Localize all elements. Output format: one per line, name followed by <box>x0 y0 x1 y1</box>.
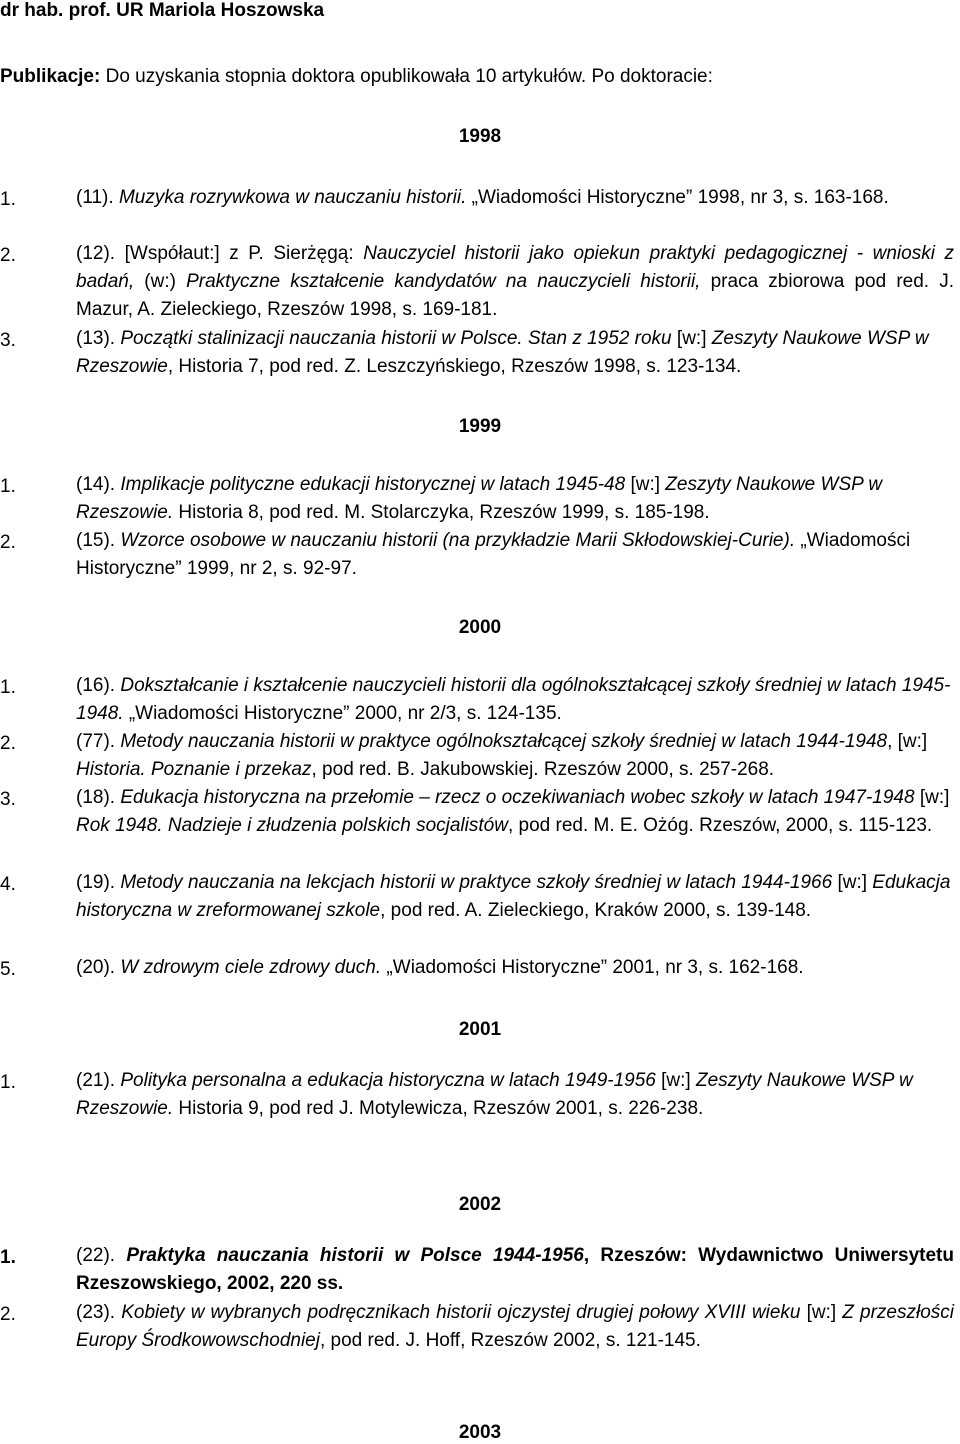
publication-entry <box>76 1242 954 1298</box>
in-marker: [w:] <box>914 787 950 808</box>
year-heading-2000: 2000 <box>458 617 502 638</box>
publication-entry <box>76 1299 954 1355</box>
item-number: 3. <box>0 789 16 810</box>
publication-volume: Historia. Poznanie i przekaz <box>76 759 312 780</box>
year-heading-2001: 2001 <box>458 1019 502 1040</box>
publication-volume: Rok 1948. Nadzieje i złudzenia polskich socjalistów <box>76 815 508 836</box>
item-number: 4. <box>0 874 16 895</box>
item-number: 5. <box>0 959 16 980</box>
item-number: 1. <box>0 189 16 210</box>
publication-entry <box>76 527 954 583</box>
publication-title: Początki stalinizacji nauczania historii w Polsce. Stan z 1952 roku <box>115 328 672 349</box>
publication-title: Dokształcanie i kształcenie nauczycieli historii dla ogólnokształcącej szkoły średniej w latach 1945-1948. <box>76 675 951 724</box>
item-number: 2. <box>0 532 16 553</box>
publication-title: W zdrowym ciele zdrowy duch. <box>115 957 382 978</box>
publication-entry <box>76 728 954 784</box>
in-marker: (w:) <box>134 271 187 292</box>
item-number: 1. <box>0 476 16 497</box>
item-number: 2. <box>0 245 16 266</box>
publication-title: Polityka personalna a edukacja historyczna w latach 1949-1956 <box>115 1070 656 1091</box>
ref-number: (18). <box>76 787 116 808</box>
publication-volume: Z przeszłości Europy Środkowowschodniej <box>76 1302 954 1351</box>
ref-number: (11). <box>76 187 114 208</box>
in-marker: [w:] <box>800 1302 843 1323</box>
ref-number: (12). <box>76 243 116 264</box>
item-number: 1. <box>0 1247 16 1268</box>
publication-title: Wzorce osobowe w nauczaniu historii (na przykładzie Marii Skłodowskiej-Curie). <box>115 530 796 551</box>
publication-title: Metody nauczania na lekcjach historii w praktyce szkoły średniej w latach 1944-1966 <box>115 872 833 893</box>
item-number: 2. <box>0 1304 16 1325</box>
ref-number: (13). <box>76 328 116 349</box>
publication-entry <box>76 240 954 324</box>
publication-source: , pod red. M. E. Ożóg. Rzeszów, 2000, s. 115-123. <box>507 815 933 836</box>
item-number: 3. <box>0 330 16 351</box>
publication-volume: Zeszyty Naukowe WSP w Rzeszowie. <box>76 474 883 523</box>
publication-entry <box>76 784 954 840</box>
publication-volume: Zeszyty Naukowe WSP w Rzeszowie. <box>76 1070 913 1119</box>
publications-intro <box>0 66 713 88</box>
ref-number: (14). <box>76 474 116 495</box>
publication-source: praca zbiorowa pod red. J. Mazur, A. Zieleckiego, Rzeszów 1998, s. 169-181. <box>76 271 955 320</box>
year-heading-2003: 2003 <box>458 1422 502 1443</box>
publication-volume: Zeszyty Naukowe WSP w Rzeszowie <box>76 328 929 377</box>
in-marker: [w:] <box>655 1070 696 1091</box>
publication-source: , pod red. A. Zieleckiego, Kraków 2000, s. 139-148. <box>380 900 812 921</box>
in-marker: [w:] <box>625 474 666 495</box>
publication-title: Implikacje polityczne edukacji historycznej w latach 1945-48 <box>115 474 626 495</box>
publication-source: , Historia 7, pod red. Z. Leszczyńskiego, Rzeszów 1998, s. 123-134. <box>167 356 742 377</box>
ref-number: (20). <box>76 957 116 978</box>
item-number: 2. <box>0 733 16 754</box>
publication-entry <box>76 325 954 381</box>
year-heading-2002: 2002 <box>458 1194 502 1215</box>
publication-source: , Rzeszów: Wydawnictwo Uniwersytetu Rzeszowskiego, 2002, 220 ss. <box>76 1245 954 1294</box>
year-heading-1998: 1998 <box>458 126 502 147</box>
publication-volume: Edukacja historyczna w zreformowanej szkole <box>76 872 951 921</box>
publications-text: Do uzyskania stopnia doktora opublikowała 10 artykułów. Po doktoracie: <box>100 66 713 87</box>
publication-entry <box>76 1067 954 1123</box>
publication-title: Muzyka rozrywkowa w nauczaniu historii. <box>113 187 467 208</box>
publication-entry <box>76 184 954 212</box>
publication-entry <box>76 954 954 982</box>
in-marker: [w:] <box>671 328 712 349</box>
publication-title: Metody nauczania historii w praktyce ogólnokształcącej szkoły średniej w latach 1944-1948 <box>115 731 888 752</box>
publication-title: Nauczyciel historii jako opiekun praktyki pedagogicznej - wnioski z badań, <box>76 243 955 292</box>
publication-entry <box>76 471 954 527</box>
author-title: dr hab. prof. UR Mariola Hoszowska <box>0 0 325 21</box>
ref-number: (19). <box>76 872 116 893</box>
publication-source: „Wiadomości Historyczne” 2000, nr 2/3, s. 124-135. <box>123 703 562 724</box>
publication-title: Edukacja historyczna na przełomie – rzecz o oczekiwaniach wobec szkoły w latach 1947-1948 <box>115 787 915 808</box>
ref-number: (22). <box>76 1245 116 1266</box>
coauthor-note: [Współaut:] z P. Sierżęgą: <box>115 243 364 264</box>
year-heading-1999: 1999 <box>458 416 502 437</box>
ref-number: (21). <box>76 1070 116 1091</box>
publication-source: Historia 8, pod red. M. Stolarczyka, Rzeszów 1999, s. 185-198. <box>173 502 710 523</box>
ref-number: (15). <box>76 530 116 551</box>
publication-title: Praktyka nauczania historii w Polsce 1944-1956 <box>115 1245 584 1266</box>
publication-title: Kobiety w wybranych podręcznikach historii ojczystej drugiej połowy XVIII wieku <box>115 1302 801 1323</box>
publication-source: , pod red. J. Hoff, Rzeszów 2002, s. 121-145. <box>319 1330 701 1351</box>
publication-entry <box>76 672 954 728</box>
publication-source: Historia 9, pod red J. Motylewicza, Rzeszów 2001, s. 226-238. <box>173 1098 704 1119</box>
publication-source: „Wiadomości Historyczne” 1998, nr 3, s. 163-168. <box>466 187 889 208</box>
publication-source: , pod red. B. Jakubowskiej. Rzeszów 2000, s. 257-268. <box>311 759 775 780</box>
ref-number: (23). <box>76 1302 116 1323</box>
item-number: 1. <box>0 677 16 698</box>
ref-number: (77). <box>76 731 116 752</box>
in-marker: [w:] <box>832 872 873 893</box>
publication-source: „Wiadomości Historyczne” 1999, nr 2, s. 92-97. <box>76 530 911 579</box>
ref-number: (16). <box>76 675 116 696</box>
in-marker: , [w:] <box>887 731 928 752</box>
publication-source: „Wiadomości Historyczne” 2001, nr 3, s. 162-168. <box>381 957 804 978</box>
item-number: 1. <box>0 1072 16 1093</box>
publication-volume: Praktyczne kształcenie kandydatów na nauczycieli historii, <box>186 271 701 292</box>
publication-entry <box>76 869 954 925</box>
publications-label: Publikacje: <box>0 66 101 87</box>
